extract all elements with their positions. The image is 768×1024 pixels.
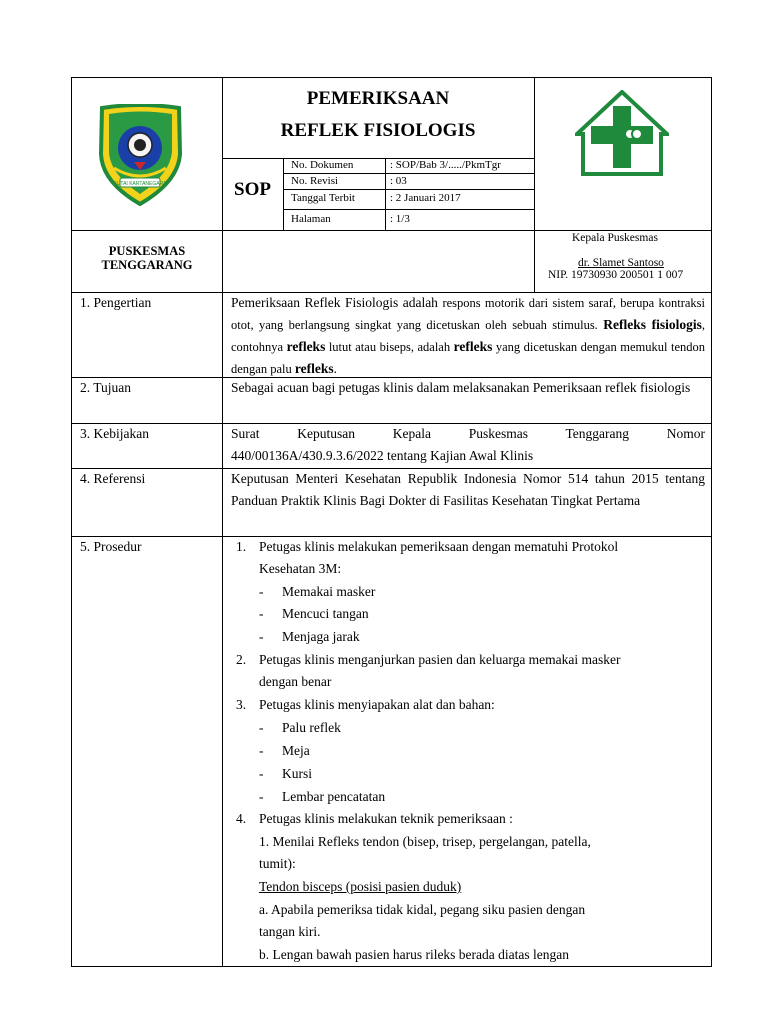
step-3-item: Kursi: [282, 766, 312, 781]
divider: [534, 78, 535, 292]
list-item: -: [259, 766, 264, 781]
step-1-item: Memakai masker: [282, 584, 376, 599]
step-3-item: Palu reflek: [282, 720, 341, 735]
meta-label-date: Tanggal Terbit: [291, 192, 355, 204]
pengertian-text-b: respons motorik dari sistem saraf, berupa kontraksi otot, yang berlangsung singkat yang dicetuskan oleh sebuah stimulus.: [231, 296, 705, 332]
meta-value-date: : 2 Januari 2017: [390, 192, 461, 204]
sub-step-b-line-1: b. Lengan bawah pasien harus rileks berada diatas lengan: [259, 947, 570, 962]
meta-value-doc: : SOP/Bab 3/...../PkmTgr: [390, 159, 501, 171]
pengertian-text-f: .: [333, 361, 337, 376]
pengertian-text-c: , contohnya: [231, 318, 705, 354]
sub-heading: Tendon bisceps (posisi pasien duduk): [259, 879, 462, 894]
list-item: -: [259, 584, 264, 599]
meta-value-rev: : 03: [390, 175, 407, 187]
divider: [283, 173, 534, 174]
title-line-1: PEMERIKSAAN: [306, 88, 450, 109]
regency-logo: [96, 104, 185, 206]
divider: [283, 189, 534, 190]
step-3-item: Lembar pencatatan: [282, 789, 386, 804]
step-2-line-1: Petugas klinis menganjurkan pasien dan keluarga memakai masker: [259, 652, 621, 667]
head-nip: NIP. 19730930 200501 1 007: [548, 269, 684, 281]
puskesmas-logo: [575, 90, 669, 176]
list-item: -: [259, 789, 264, 804]
section-label-kebijakan: 3. Kebijakan: [80, 426, 149, 441]
pengertian-text-e: yang dicetuskan dengan memukul tendon dengan palu: [231, 340, 705, 376]
step-3-line-1: Petugas klinis menyiapakan alat dan bahan:: [259, 697, 495, 712]
sub-step-a-line-2: tangan kiri.: [259, 924, 321, 939]
step-number: 3.: [236, 697, 247, 712]
section-text-kebijakan-line2: 440/00136A/430.9.3.6/2022 tentang Kajian Awal Klinis: [231, 448, 534, 463]
divider: [385, 158, 386, 230]
list-item: -: [259, 720, 264, 735]
org-line-2: TENGGARANG: [101, 258, 193, 272]
sub-step-1-line-2: tumit):: [259, 856, 296, 871]
head-title: Kepala Puskesmas: [572, 232, 658, 244]
svg-text:KUTAI KARTANEGARA: KUTAI KARTANEGARA: [113, 181, 167, 187]
step-1-item: Menjaga jarak: [282, 629, 360, 644]
section-label-tujuan: 2. Tujuan: [80, 380, 132, 395]
list-item: -: [259, 606, 264, 621]
meta-label-doc: No. Dokumen: [291, 159, 354, 171]
meta-label-rev: No. Revisi: [291, 175, 339, 187]
step-2-line-2: dengan benar: [259, 674, 332, 689]
pengertian-text-d: lutut atau biseps, adalah: [325, 340, 454, 354]
step-number: 2.: [236, 652, 247, 667]
section-label-pengertian: 1. Pengertian: [80, 295, 152, 310]
head-name: dr. Slamet Santoso: [578, 257, 664, 269]
step-4-line-1: Petugas klinis melakukan teknik pemeriksaan :: [259, 811, 513, 826]
divider: [283, 209, 534, 210]
section-text-kebijakan-line1: Surat Keputusan Kepala Puskesmas Tenggarang Nomor: [231, 426, 705, 441]
sop-document: [71, 77, 712, 967]
step-1-line-2: Kesehatan 3M:: [259, 561, 342, 576]
pengertian-bold-3: refleks: [453, 339, 493, 354]
title-line-2: REFLEK FISIOLOGIS: [280, 120, 476, 141]
sop-label: SOP: [234, 179, 271, 200]
step-1-line-1: Petugas klinis melakukan pemeriksaan dengan mematuhi Protokol: [259, 539, 619, 554]
divider: [283, 158, 284, 230]
step-1-item: Mencuci tangan: [282, 606, 369, 621]
sub-step-a-line-1: a. Apabila pemeriksa tidak kidal, pegang siku pasien dengan: [259, 902, 586, 917]
pengertian-bold-4: refleks: [294, 361, 334, 376]
step-number: 1.: [236, 539, 247, 554]
org-line-1: PUSKESMAS: [108, 244, 186, 258]
divider: [72, 230, 712, 231]
section-label-referensi: 4. Referensi: [80, 471, 146, 486]
pengertian-bold-1: Refleks fisiologis: [603, 317, 702, 332]
meta-value-page: : 1/3: [390, 213, 410, 225]
step-number: 4.: [236, 811, 247, 826]
section-text-tujuan: Sebagai acuan bagi petugas klinis dalam melaksanakan Pemeriksaan reflek fisiologis: [231, 380, 691, 395]
section-label-prosedur: 5. Prosedur: [80, 539, 142, 554]
list-item: -: [259, 629, 264, 644]
section-text-referensi: Keputusan Menteri Kesehatan Republik Indonesia Nomor 514 tahun 2015 tentang Panduan Praktik Klinis Bagi Dokter di Fasilitas Kesehatan Tingkat Pertama: [231, 471, 705, 508]
pengertian-bold-2: refleks: [286, 339, 326, 354]
pengertian-text-a: Pemeriksaan Reflek Fisiologis adalah: [231, 295, 443, 310]
organization-name: [72, 244, 222, 272]
sub-step-1-line-1: 1. Menilai Refleks tendon (bisep, trisep, pergelangan, patella,: [259, 834, 591, 849]
step-3-item: Meja: [282, 743, 310, 758]
meta-label-page: Halaman: [291, 213, 331, 225]
section-text-pengertian: [231, 292, 705, 380]
divider: [222, 78, 223, 967]
list-item: -: [259, 743, 264, 758]
document-title: [222, 83, 534, 147]
